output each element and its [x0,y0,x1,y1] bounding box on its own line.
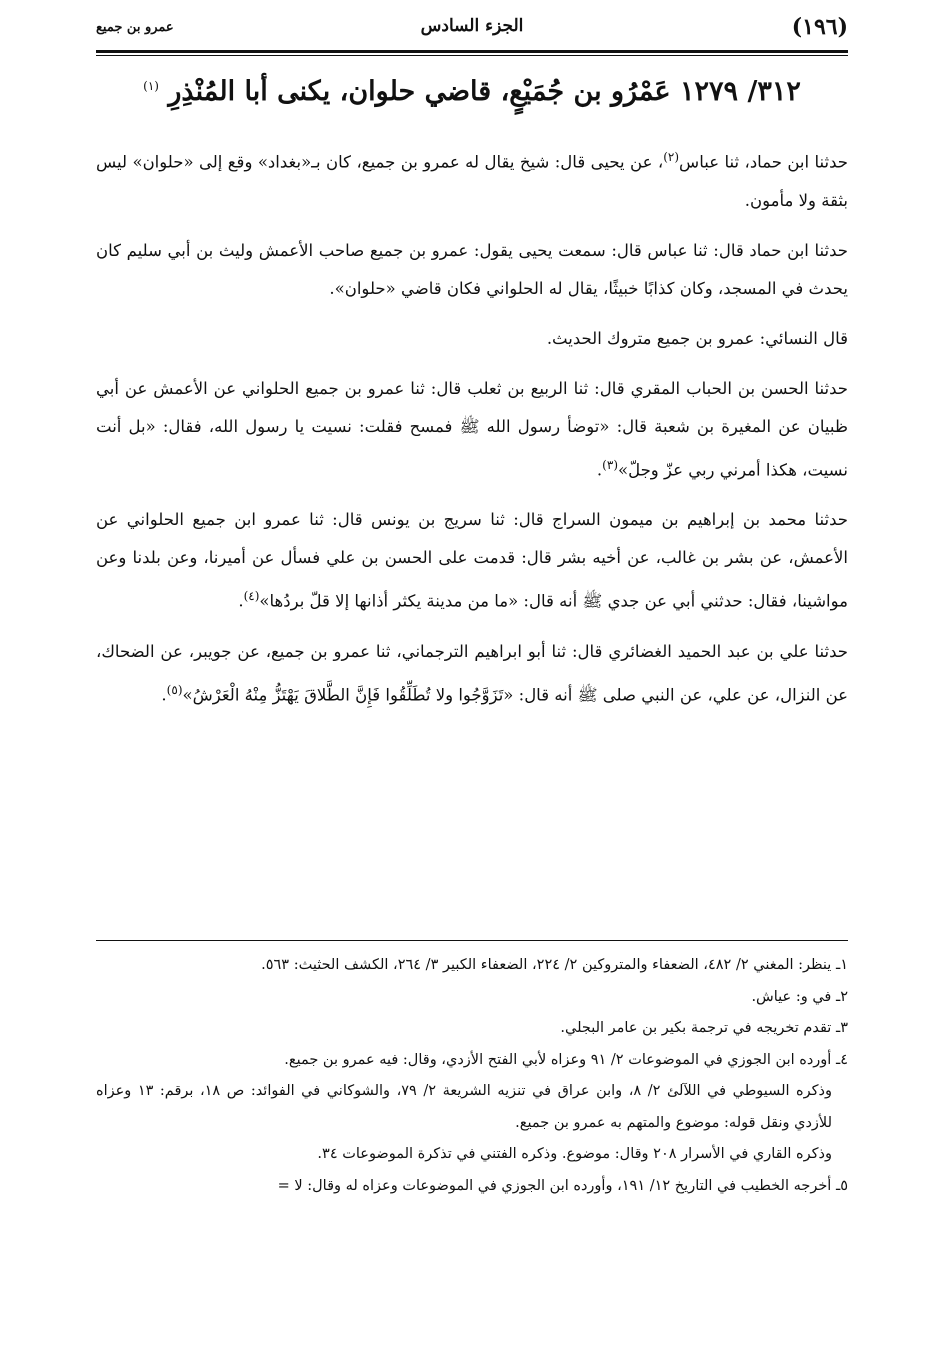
paragraph-text: . [596,460,603,479]
paragraph [96,320,848,358]
paragraph-text: حدثنا محمد بن إبراهيم بن ميمون السراج قال: ثنا سريج بن يونس قال: ثنا عمرو ابن جميع الحلواني عن الأعمش، عن بشر بن غالب، عن أخيه بشر قال: قدمت على الحسن بن علي فسأل عن أميرنا، وعن بلدنا وعن مواشينا، فقال: حدثني أبي عن جدي ﷺ أنه قال: «ما من مدينة يكثر أذانها إلا قلّ بردُها» [96,510,848,611]
footnote: ١ـ ينظر: المغني ٢/ ٤٨٢، الضعفاء والمتروكين ٢/ ٢٢٤، الضعفاء الكبير ٣/ ٢٦٤، الكشف الحثيث: ٥٦٣. [261,957,848,973]
header-rule-thin [96,55,848,56]
paragraph-text: حدثنا ابن حماد، ثنا عباس [679,152,848,172]
paragraph-text: حدثنا الحسن بن الحباب المقري قال: ثنا الربيع بن ثعلب قال: ثنا عمرو بن جميع الحلواني عن الأعمش عن أبي ظبيان عن المغيرة بن شعبة قال: «توضأ رسول الله ﷺ فمسح فقلت: نسيت يا رسول الله، فقال: «بل أنت نسيت، هكذا أمرني ربي عزّ وجلّ» [96,378,848,479]
page-number: (١٩٦) [791,14,848,40]
footnote-ref: (٣) [602,457,618,472]
running-header [96,14,848,50]
footnotes [96,950,848,1202]
footnote: ٤ـ أورده ابن الجوزي في الموضوعات ٢/ ٩١ وعزاه لأبي الفتح الأزدي، وقال: فيه عمرو بن جميع. [284,1051,848,1068]
paragraph-text: . [161,685,167,704]
paragraph-text: . [238,591,244,611]
footnote-rule [96,940,848,941]
header-rule-thick [96,50,848,53]
footnote: ٥ـ أخرجه الخطيب في التاريخ ١٢/ ١٩١، وأورده ابن الجوزي في الموضوعات وعزاه له وقال: لا = [277,1177,848,1194]
paragraph [96,501,848,621]
paragraph [96,370,848,490]
entry-title: ٣١٢/ ١٢٧٩ عَمْرُو بن جُمَيْعٍ، قاضي حلوان، يكنى أبا المُنْذِرِ [168,76,801,107]
footnote-continuation: وذكره السيوطي في اللآلئ ٢/ ٨، وابن عراق في تنزيه الشريعة ٢/ ٧٩، والشوكاني في الفوائد: ص ١٨، برقم: ١٣ وعزاه للأزدي ونقل قوله: موضوع والمتهم به عمرو بن جميع. [96,1083,833,1131]
footnote: ٣ـ تقدم تخريجه في ترجمة بكير بن عامر البجلي. [560,1020,848,1036]
paragraph-text: ، عن يحيى قال: شيخ يقال له عمرو بن جميع، كان بـ«بغداد» وقع إلى «حلوان» ليس بثقة ولا مأمون. [96,152,848,210]
paragraph [96,138,848,220]
footnote-ref: (٤) [243,589,260,603]
footnote-ref: (٢) [663,150,680,164]
entry-heading [96,74,848,109]
body-text [96,138,848,726]
footnote-ref: (٥) [166,682,183,697]
paragraph [96,232,848,308]
paragraph [96,633,848,715]
part-title: الجزء السادس [420,16,524,36]
footnote: ٢ـ في و: عياش. [751,988,848,1005]
footnote-ref: (١) [143,79,159,93]
running-title: عمرو بن جميع [96,20,174,35]
paragraph-text: حدثنا علي بن عبد الحميد الغضائري قال: ثنا أبو ابراهيم الترجماني، ثنا عمرو بن جميع، عن جويبر، عن الضحاك، عن النزال، عن علي، عن النبي صلى ﷺ أنه قال: «تَزَوَّجُوا ولا تُطَلِّقُوا فَإِنَّ الطَّلاقَ يَهْتَزُّ مِنْهُ الْعَرْشُ» [96,641,848,704]
paragraph-text: قال النسائي: عمرو بن جميع متروك الحديث. [546,328,848,348]
paragraph-text: حدثنا ابن حماد قال: ثنا عباس قال: سمعت يحيى يقول: عمرو بن جميع صاحب الأعمش وليث بن أبي سليم كان يحدث في المسجد، وكان كذابًا خبيثًا، يقال له الحلواني فكان قاضي «حلوان». [96,240,848,298]
footnote-continuation: وذكره القاري في الأسرار ٢٠٨ وقال: موضوع. وذكره الفتني في تذكرة الموضوعات ٣٤. [317,1146,832,1162]
